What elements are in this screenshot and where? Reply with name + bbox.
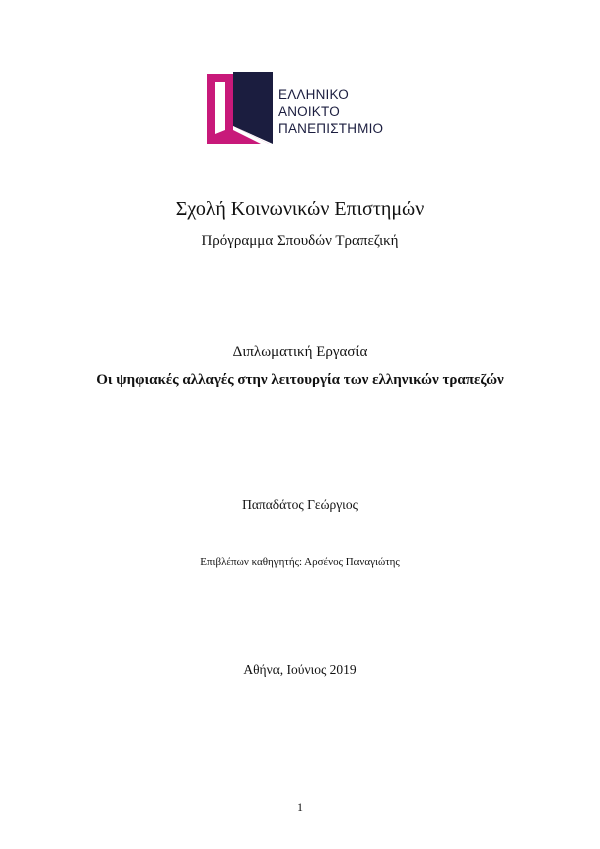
place-date: Αθήνα, Ιούνιος 2019: [243, 662, 357, 677]
thesis-title: Οι ψηφιακές αλλαγές στην λειτουργία των ελληνικών τραπεζών: [96, 372, 504, 388]
logo-emblem-icon: [207, 72, 273, 146]
author-name: Παπαδάτος Γεώργιος: [242, 497, 358, 512]
logo-line-1: ΕΛΛΗΝΙΚΟ: [278, 87, 349, 102]
page-number: 1: [297, 800, 303, 814]
logo-line-3: ΠΑΝΕΠΙΣΤΗΜΙΟ: [278, 121, 384, 136]
supervisor-line: Επιβλέπων καθηγητής: Αρσένος Παναγιώτης: [200, 556, 400, 568]
thesis-label: Διπλωματική Εργασία: [232, 344, 368, 360]
logo-line-2: ΑΝΟΙΚΤΟ: [278, 104, 340, 119]
program-name: Πρόγραμμα Σπουδών Τραπεζική: [201, 233, 399, 249]
school-name: Σχολή Κοινωνικών Επιστημών: [175, 198, 425, 220]
logo-wordmark: [278, 86, 383, 137]
university-logo: [207, 72, 397, 146]
